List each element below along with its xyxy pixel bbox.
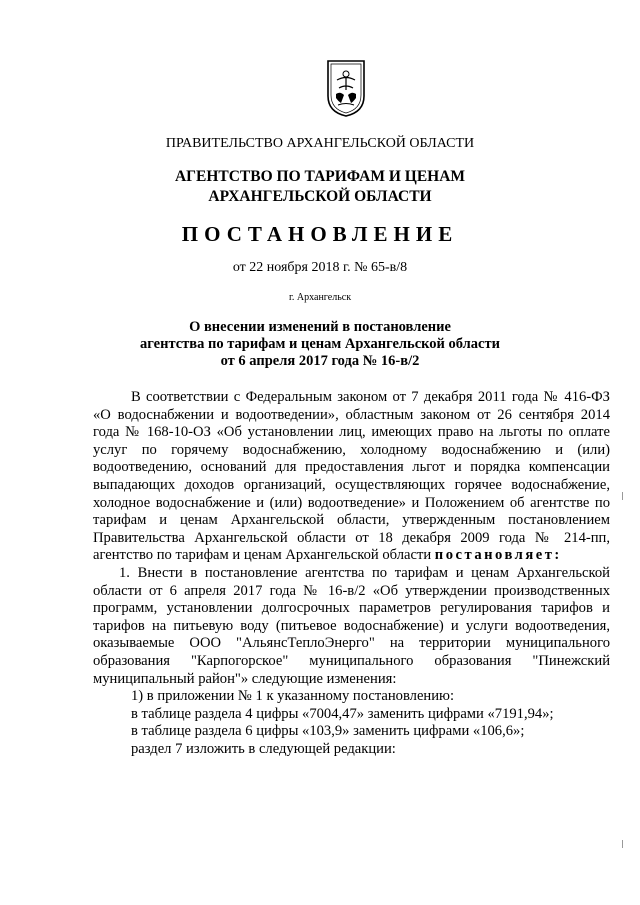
- agency-name-line2: АРХАНГЕЛЬСКОЙ ОБЛАСТИ: [208, 188, 432, 205]
- subitem-1: 1) в приложении № 1 к указанному постановлению:: [131, 688, 455, 705]
- agency-name: [0, 167, 640, 207]
- preamble-text: В соответствии с Федеральным законом от 7 декабря 2011 года № 416-ФЗ «О водоснабжении и водоотведении», областным законом от 26 сентября 2014 года № 168-10-ОЗ «Об установлении лиц, имеющих право на льготы по оплате услуг по горячему водоснабжению, холодному водоснабжению и (или) водоотведению, оснований для предоставления льгот и порядка компенсации выпадающих доходов организаций, осуществляющих горячее водоснабжение, холодное водоснабжение и (или) водоотведение» и Положением об агентстве по тарифам и ценам Архангельской области, утвержденным постановлением Правительства Архангельской области от 18 декабря 2009 года № 214-пп, агентство по тарифам и ценам Архангельской области: [93, 389, 610, 564]
- subject-line3: от 6 апреля 2017 года № 16-в/2: [220, 353, 420, 369]
- document-subject: [0, 319, 640, 370]
- scan-edge-mark: [622, 840, 626, 848]
- item-1-paragraph: 1. Внести в постановление агентства по тарифам и ценам Архангельской области от 6 апреля 2017 года № 16-в/2 «Об утверждении производственных программ, установлении долгосрочных параметров регулирования тарифов и тарифов на питьевую воду (питьевое водоснабжение) и услуги водоотведения, оказываемые ООО "АльянсТеплоЭнерго" на территории муниципального образования "Карпогорское" муниципального образования "Пинежский муниципальный район"» следующие изменения:: [93, 564, 610, 687]
- agency-name-line1: АГЕНТСТВО ПО ТАРИФАМ И ЦЕНАМ: [174, 168, 466, 185]
- document-body: [93, 389, 610, 758]
- scan-edge-mark: [622, 492, 626, 500]
- government-name: ПРАВИТЕЛЬСТВО АРХАНГЕЛЬСКОЙ ОБЛАСТИ: [165, 136, 475, 151]
- coat-of-arms-icon: [325, 58, 367, 118]
- document-type-title: ПОСТАНОВЛЕНИЕ: [181, 222, 459, 246]
- subitem-1-a: в таблице раздела 4 цифры «7004,47» заменить цифрами «7191,94»;: [131, 705, 554, 722]
- document-city: г. Архангельск: [288, 292, 352, 303]
- subitem-1-c: раздел 7 изложить в следующей редакции:: [131, 740, 396, 757]
- preamble-keyword: постановляет:: [434, 547, 562, 564]
- subject-line1: О внесении изменений в постановление: [189, 319, 451, 335]
- subject-line2: агентства по тарифам и ценам Архангельской области: [140, 336, 500, 352]
- document-date-number: от 22 ноября 2018 г. № 65-в/8: [232, 260, 408, 275]
- subitem-1-b: в таблице раздела 6 цифры «103,9» заменить цифрами «106,6»;: [131, 723, 525, 740]
- preamble-paragraph: [93, 389, 610, 565]
